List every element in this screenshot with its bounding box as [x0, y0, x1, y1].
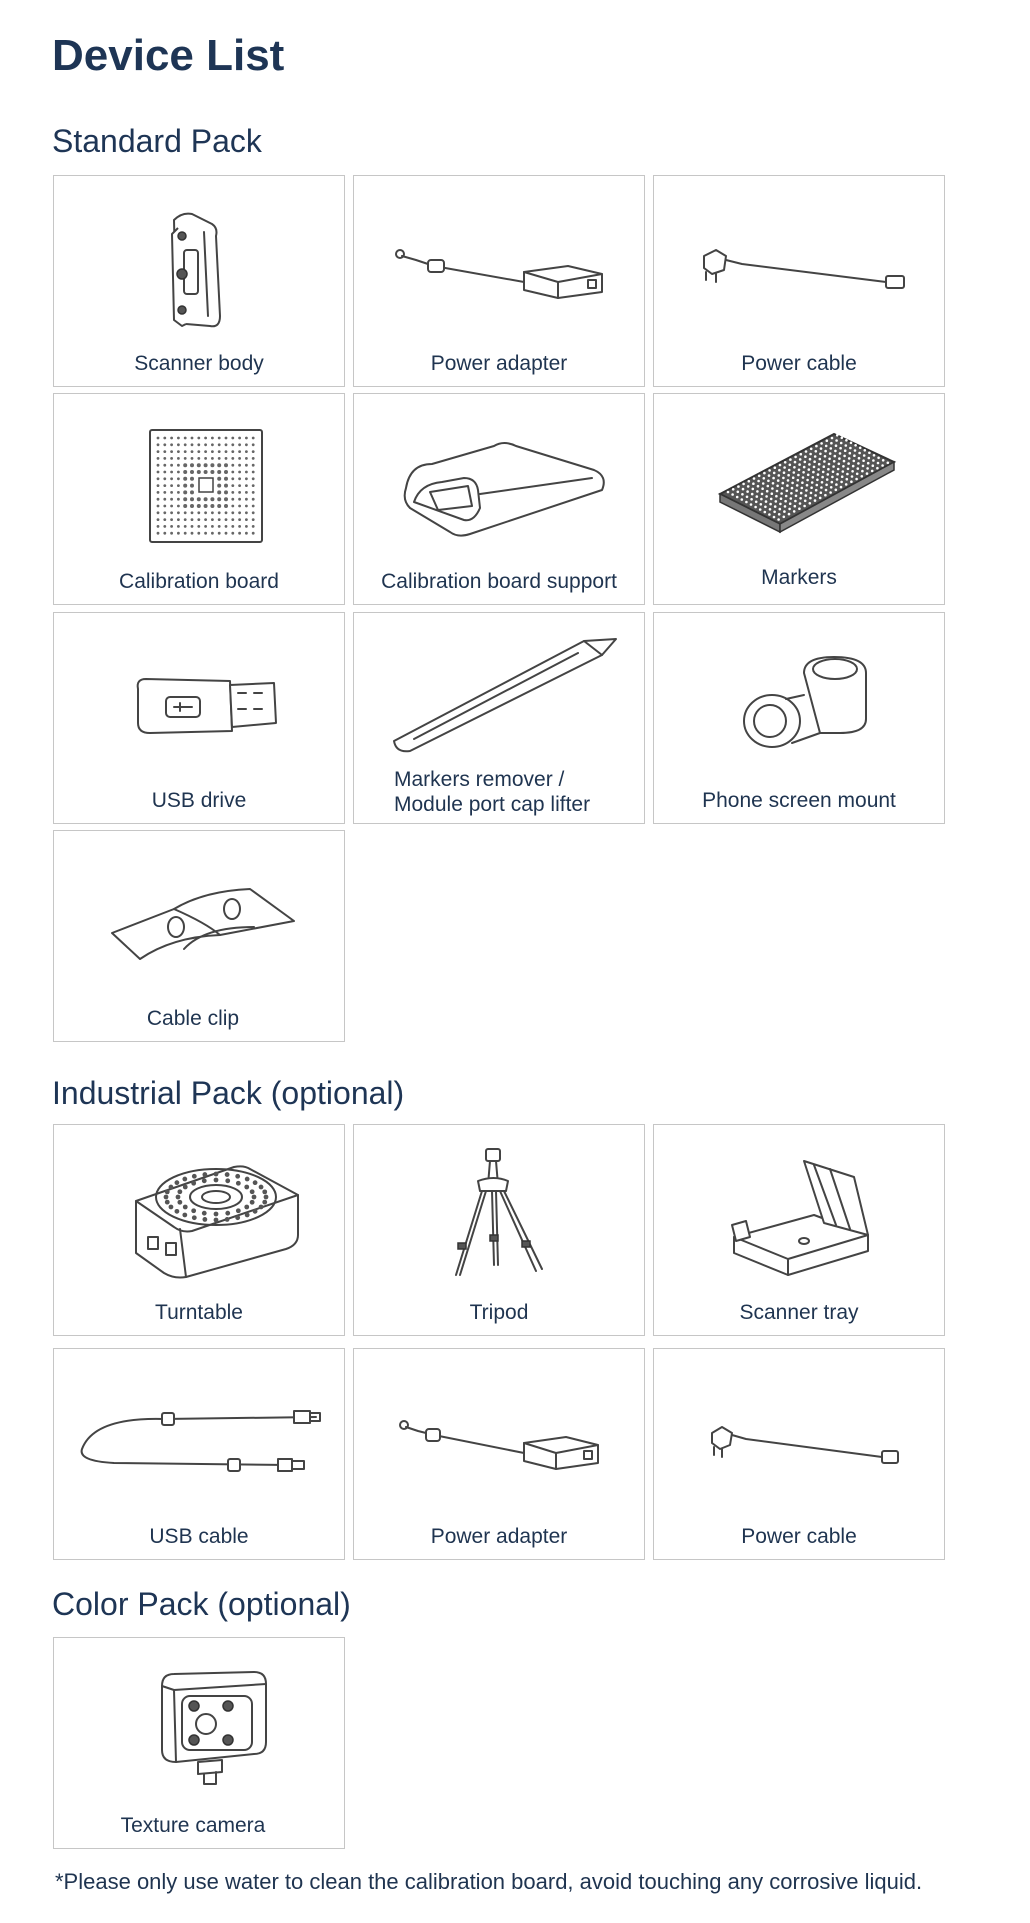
power-adapter-icon — [354, 1349, 644, 1519]
item-label: USB drive — [151, 788, 247, 812]
item-label: Markers — [761, 565, 837, 589]
item-card-power-cable-industrial — [653, 1348, 945, 1560]
usb-cable-icon — [54, 1349, 344, 1519]
item-label: Power adapter — [430, 1524, 568, 1548]
footnote: *Please only use water to clean the calibration board, avoid touching any corrosive liquid. — [55, 1869, 923, 1894]
item-card-usb-drive — [53, 612, 345, 824]
item-label: Texture camera — [120, 1813, 266, 1837]
page-title: Device List — [52, 31, 285, 80]
scanner-body-icon — [54, 176, 344, 346]
item-label: USB cable — [149, 1524, 249, 1548]
item-label: Calibration board — [119, 569, 279, 593]
power-cable-icon — [654, 1349, 944, 1519]
power-cable-icon — [654, 176, 944, 346]
item-card-calibration-board — [53, 393, 345, 605]
item-label: Calibration board support — [381, 569, 617, 593]
calibration-board-icon — [54, 394, 344, 564]
item-card-markers-remover — [353, 612, 645, 824]
phone-screen-mount-icon — [654, 613, 944, 783]
item-card-scanner-tray — [653, 1124, 945, 1336]
item-label-line-2: Module port cap lifter — [394, 792, 591, 816]
tripod-icon — [354, 1125, 644, 1295]
turntable-icon — [54, 1125, 344, 1295]
item-card-power-cable — [653, 175, 945, 387]
item-card-power-adapter-industrial — [353, 1348, 645, 1560]
item-label: Power cable — [741, 1524, 857, 1548]
item-label: Phone screen mount — [702, 788, 896, 812]
item-card-usb-cable — [53, 1348, 345, 1560]
calibration-board-support-icon — [354, 394, 644, 564]
item-label: Cable clip — [146, 1006, 240, 1030]
item-card-markers — [653, 393, 945, 605]
item-card-tripod — [353, 1124, 645, 1336]
markers-icon — [654, 394, 944, 564]
item-label — [354, 767, 644, 817]
scanner-tray-icon — [654, 1125, 944, 1295]
item-label: Turntable — [155, 1300, 243, 1324]
section-title-standard-pack: Standard Pack — [52, 123, 262, 159]
cable-clip-icon — [54, 831, 344, 1001]
item-card-power-adapter — [353, 175, 645, 387]
item-label-line-1: Markers remover / — [394, 767, 565, 791]
section-title-color-pack: Color Pack (optional) — [52, 1586, 351, 1622]
texture-camera-icon — [54, 1638, 344, 1808]
item-label: Scanner body — [134, 351, 264, 375]
item-card-texture-camera — [53, 1637, 345, 1849]
item-card-phone-screen-mount — [653, 612, 945, 824]
item-label: Power adapter — [430, 351, 568, 375]
item-label: Scanner tray — [739, 1300, 859, 1324]
item-card-calibration-board-support — [353, 393, 645, 605]
item-label: Power cable — [741, 351, 857, 375]
item-card-scanner-body — [53, 175, 345, 387]
section-title-industrial-pack: Industrial Pack (optional) — [52, 1075, 405, 1111]
item-label: Tripod — [469, 1300, 529, 1324]
power-adapter-icon — [354, 176, 644, 346]
item-card-cable-clip — [53, 830, 345, 1042]
item-card-turntable — [53, 1124, 345, 1336]
usb-drive-icon — [54, 613, 344, 783]
markers-remover-icon — [354, 613, 644, 783]
